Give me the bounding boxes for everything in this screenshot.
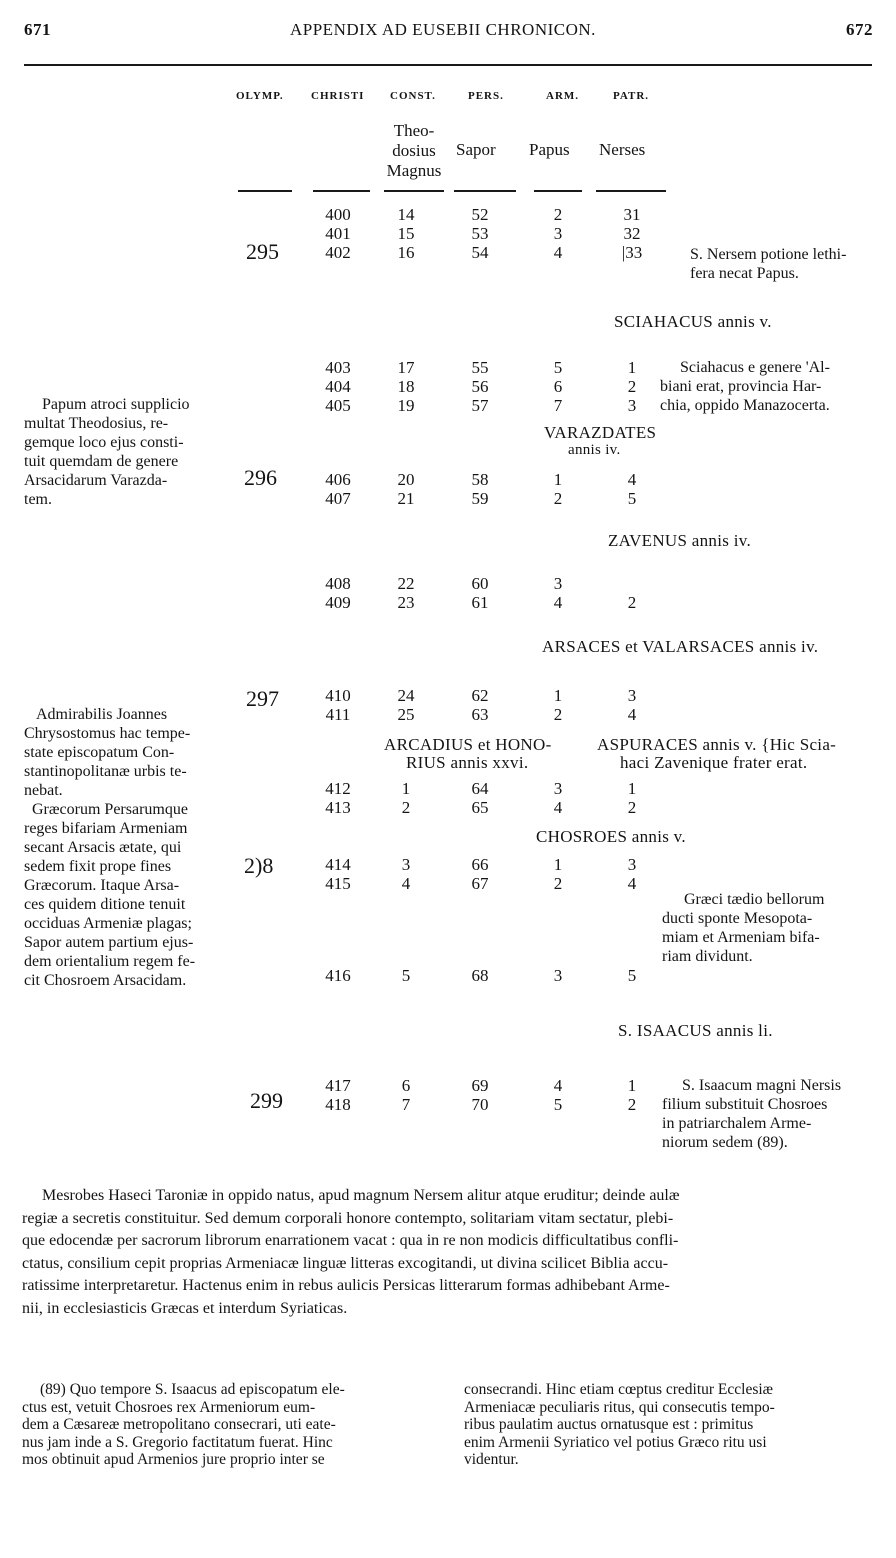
- footnote-89-left: (89) Quo tempore S. Isaacus ad episcopatum ele- ctus est, vetuit Chosroes rex Armeniorum eum- dem a Cæsareæ metropolitano consecrari, uti eate- nus jam inde a S. Gregorio factitatum fuerat. Hinc mos obtinuit apud Armenios jure proprio inter se: [22, 1381, 345, 1468]
- cell-christi: 412: [325, 779, 351, 798]
- cell-arm: 5: [553, 1095, 563, 1114]
- cell-patr: 3: [627, 855, 637, 874]
- ruler-heading-zavenus: ZAVENUS annis iv.: [608, 531, 751, 550]
- cell-patr: 2: [627, 377, 637, 396]
- running-title: APPENDIX AD EUSEBII CHRONICON.: [290, 20, 596, 39]
- cell-christi: 411: [325, 705, 351, 724]
- cell-christi: 410: [325, 686, 351, 705]
- cell-const: 16: [397, 243, 415, 262]
- col-header-arm: ARM.: [546, 90, 580, 102]
- cell-christi: 405: [325, 396, 351, 415]
- right-note: S. Nersem potione lethi- fera necat Papus.: [690, 246, 847, 282]
- cell-patr: |33: [621, 243, 643, 262]
- cell-christi: 418: [325, 1095, 351, 1114]
- col-header-christi: CHRISTI: [311, 90, 365, 102]
- ruler-heading-chosroes: CHOSROES annis v.: [536, 827, 686, 846]
- cell-const: 6: [401, 1076, 411, 1095]
- cell-patr: 1: [627, 1076, 637, 1095]
- cell-patr: 31: [623, 205, 641, 224]
- cell-patr: 1: [627, 779, 637, 798]
- cell-const: 17: [397, 358, 415, 377]
- page-number-left: 671: [24, 20, 51, 39]
- cell-arm: 4: [553, 243, 563, 262]
- cell-const: 19: [397, 396, 415, 415]
- cell-pers: 60: [471, 574, 489, 593]
- olympiad-number: 297: [246, 686, 279, 711]
- ruler-heading-sciahacus: SCIAHACUS annis v.: [614, 312, 772, 331]
- cell-patr: 3: [627, 396, 637, 415]
- col-rule-pers: [454, 190, 516, 192]
- cell-patr: 5: [627, 489, 637, 508]
- cell-patr: 5: [627, 966, 637, 985]
- cell-pers: 61: [471, 593, 489, 612]
- cell-christi: 401: [325, 224, 351, 243]
- cell-christi: 400: [325, 205, 351, 224]
- cell-patr: 4: [627, 705, 637, 724]
- cell-christi: 403: [325, 358, 351, 377]
- cell-const: 20: [397, 470, 415, 489]
- cell-const: 25: [397, 705, 415, 724]
- col-rule-arm: [534, 190, 582, 192]
- col-header-const: CONST.: [390, 90, 436, 102]
- cell-const: 14: [397, 205, 415, 224]
- col-header-olymp: OLYMP.: [236, 90, 284, 102]
- right-note: Græci tædio bellorum ducti sponte Mesopota- miam et Armeniam bifa- riam dividunt.: [662, 891, 825, 965]
- cell-christi: 414: [325, 855, 351, 874]
- cell-patr: 32: [623, 224, 641, 243]
- cell-patr: 2: [627, 593, 637, 612]
- cell-christi: 406: [325, 470, 351, 489]
- cell-pers: 58: [471, 470, 489, 489]
- col-rule-patr: [596, 190, 666, 192]
- col-header-pers: PERS.: [468, 90, 504, 102]
- cell-pers: 56: [471, 377, 489, 396]
- cell-patr: 4: [627, 874, 637, 893]
- cell-const: 3: [401, 855, 411, 874]
- footnote-89-right: consecrandi. Hinc etiam cœptus creditur Ecclesiæ Armeniacæ peculiaris ritus, qui consecutis tempo- ribus paulatim auctus ornatusque est : primitus enim Armenii Syriatico vel potius Græco ritu usi videntur.: [464, 1381, 775, 1468]
- cell-christi: 402: [325, 243, 351, 262]
- cell-pers: 64: [471, 779, 489, 798]
- left-note: Admirabilis Joannes Chrysostomus hac tempe- state episcopatum Con- stantinopolitanæ urbis te- nebat. Græcorum Persarumque reges bifariam Armeniam secant Arsacis ætate, qui sedem fixit prope fines Græcorum. Itaque Arsa- ces quidem ditione tenuit occiduas Armeniæ plagas; Sapor autem partium ejus- dem orientalium regem fe- cit Chosroem Arsacidam.: [24, 706, 196, 989]
- cell-pers: 62: [471, 686, 489, 705]
- cell-arm: 2: [553, 489, 563, 508]
- cell-arm: 2: [553, 874, 563, 893]
- cell-pers: 55: [471, 358, 489, 377]
- cell-patr: 4: [627, 470, 637, 489]
- cell-arm: 1: [553, 470, 563, 489]
- cell-pers: 70: [471, 1095, 489, 1114]
- cell-arm: 5: [553, 358, 563, 377]
- cell-christi: 404: [325, 377, 351, 396]
- cell-arm: 2: [553, 705, 563, 724]
- ruler-patr: Nerses: [599, 140, 646, 159]
- cell-arm: 4: [553, 1076, 563, 1095]
- cell-const: 1: [401, 779, 411, 798]
- col-rule-olymp: [238, 190, 292, 192]
- right-note: Sciahacus e genere 'Al- biani erat, provincia Har- chia, oppido Manazocerta.: [660, 359, 830, 414]
- ruler-heading-arsaces: ARSACES et VALARSACES annis iv.: [542, 637, 819, 656]
- cell-christi: 407: [325, 489, 351, 508]
- cell-arm: 4: [553, 593, 563, 612]
- cell-arm: 1: [553, 855, 563, 874]
- cell-christi: 409: [325, 593, 351, 612]
- col-rule-christi: [313, 190, 370, 192]
- ruler-heading-isaacus: S. ISAACUS annis li.: [618, 1021, 773, 1040]
- cell-pers: 67: [471, 874, 489, 893]
- cell-arm: 4: [553, 798, 563, 817]
- main-paragraph: Mesrobes Haseci Taroniæ in oppido natus, apud magnum Nersem alitur atque eruditur; deinde aulæ regiæ a secretis constituitur. Sed demum corporali honore contempto, solitariam vitam sectatur, plebi- que edocendæ per sacrorum librorum enarrationem vacat : qua in re non modicis difficultatibus confli- ctatus, consilium cepit proprias Armeniacæ linguæ litteras excogitandi, ut divina scilicet Biblia accu- ratissime interpretaretur. Hactenus enim in rebus aulicis Persicas litterarum formas adhibebant Arme- nii, in ecclesiasticis Græcas et interdum Syriaticas.: [22, 1187, 680, 1317]
- ruler-heading-arcadius: ARCADIUS et HONO-: [384, 735, 552, 754]
- cell-const: 5: [401, 966, 411, 985]
- cell-pers: 57: [471, 396, 489, 415]
- cell-pers: 52: [471, 205, 489, 224]
- cell-const: 22: [397, 574, 415, 593]
- cell-pers: 69: [471, 1076, 489, 1095]
- cell-pers: 63: [471, 705, 489, 724]
- cell-const: 15: [397, 224, 415, 243]
- cell-const: 2: [401, 798, 411, 817]
- cell-patr: 1: [627, 358, 637, 377]
- cell-const: 24: [397, 686, 415, 705]
- cell-arm: 3: [553, 779, 563, 798]
- header-rule: [24, 64, 872, 66]
- cell-pers: 68: [471, 966, 489, 985]
- cell-pers: 53: [471, 224, 489, 243]
- cell-const: 7: [401, 1095, 411, 1114]
- cell-arm: 3: [553, 966, 563, 985]
- olympiad-number: 2)8: [244, 853, 274, 878]
- ruler-heading-arcadius-years: RIUS annis xxvi.: [406, 753, 529, 772]
- cell-pers: 66: [471, 855, 489, 874]
- cell-const: 21: [397, 489, 415, 508]
- cell-christi: 413: [325, 798, 351, 817]
- col-header-patr: PATR.: [613, 90, 650, 102]
- cell-patr: 2: [627, 1095, 637, 1114]
- olympiad-number: 295: [246, 239, 279, 264]
- cell-pers: 54: [471, 243, 489, 262]
- cell-arm: 2: [553, 205, 563, 224]
- ruler-arm: Papus: [529, 140, 570, 159]
- ruler-heading-aspuraces-note: haci Zavenique frater erat.: [620, 753, 808, 772]
- cell-christi: 417: [325, 1076, 351, 1095]
- cell-pers: 65: [471, 798, 489, 817]
- cell-christi: 408: [325, 574, 351, 593]
- ruler-const: Theo- dosius Magnus: [386, 121, 442, 180]
- cell-pers: 59: [471, 489, 489, 508]
- right-note: S. Isaacum magni Nersis filium substituit Chosroes in patriarchalem Arme- niorum sedem (89).: [662, 1077, 842, 1151]
- cell-arm: 7: [553, 396, 563, 415]
- left-note: Papum atroci supplicio multat Theodosius, re- gemque loco ejus consti- tuit quemdam de genere Arsacidarum Varazda- tem.: [24, 396, 190, 508]
- cell-arm: 6: [553, 377, 563, 396]
- page-number-right: 672: [846, 20, 873, 39]
- cell-arm: 1: [553, 686, 563, 705]
- ruler-heading-varazdates: VARAZDATES: [544, 423, 657, 442]
- cell-arm: 3: [553, 574, 563, 593]
- ruler-heading-varazdates-years: annis iv.: [568, 442, 621, 458]
- cell-const: 18: [397, 377, 415, 396]
- olympiad-number: 299: [250, 1088, 283, 1113]
- cell-patr: 3: [627, 686, 637, 705]
- cell-const: 23: [397, 593, 415, 612]
- cell-christi: 416: [325, 966, 351, 985]
- ruler-pers: Sapor: [456, 140, 496, 159]
- cell-christi: 415: [325, 874, 351, 893]
- olympiad-number: 296: [244, 465, 277, 490]
- cell-const: 4: [401, 874, 411, 893]
- cell-patr: 2: [627, 798, 637, 817]
- cell-arm: 3: [553, 224, 563, 243]
- ruler-heading-aspuraces: ASPURACES annis v. {Hic Scia-: [597, 735, 837, 754]
- col-rule-const: [384, 190, 444, 192]
